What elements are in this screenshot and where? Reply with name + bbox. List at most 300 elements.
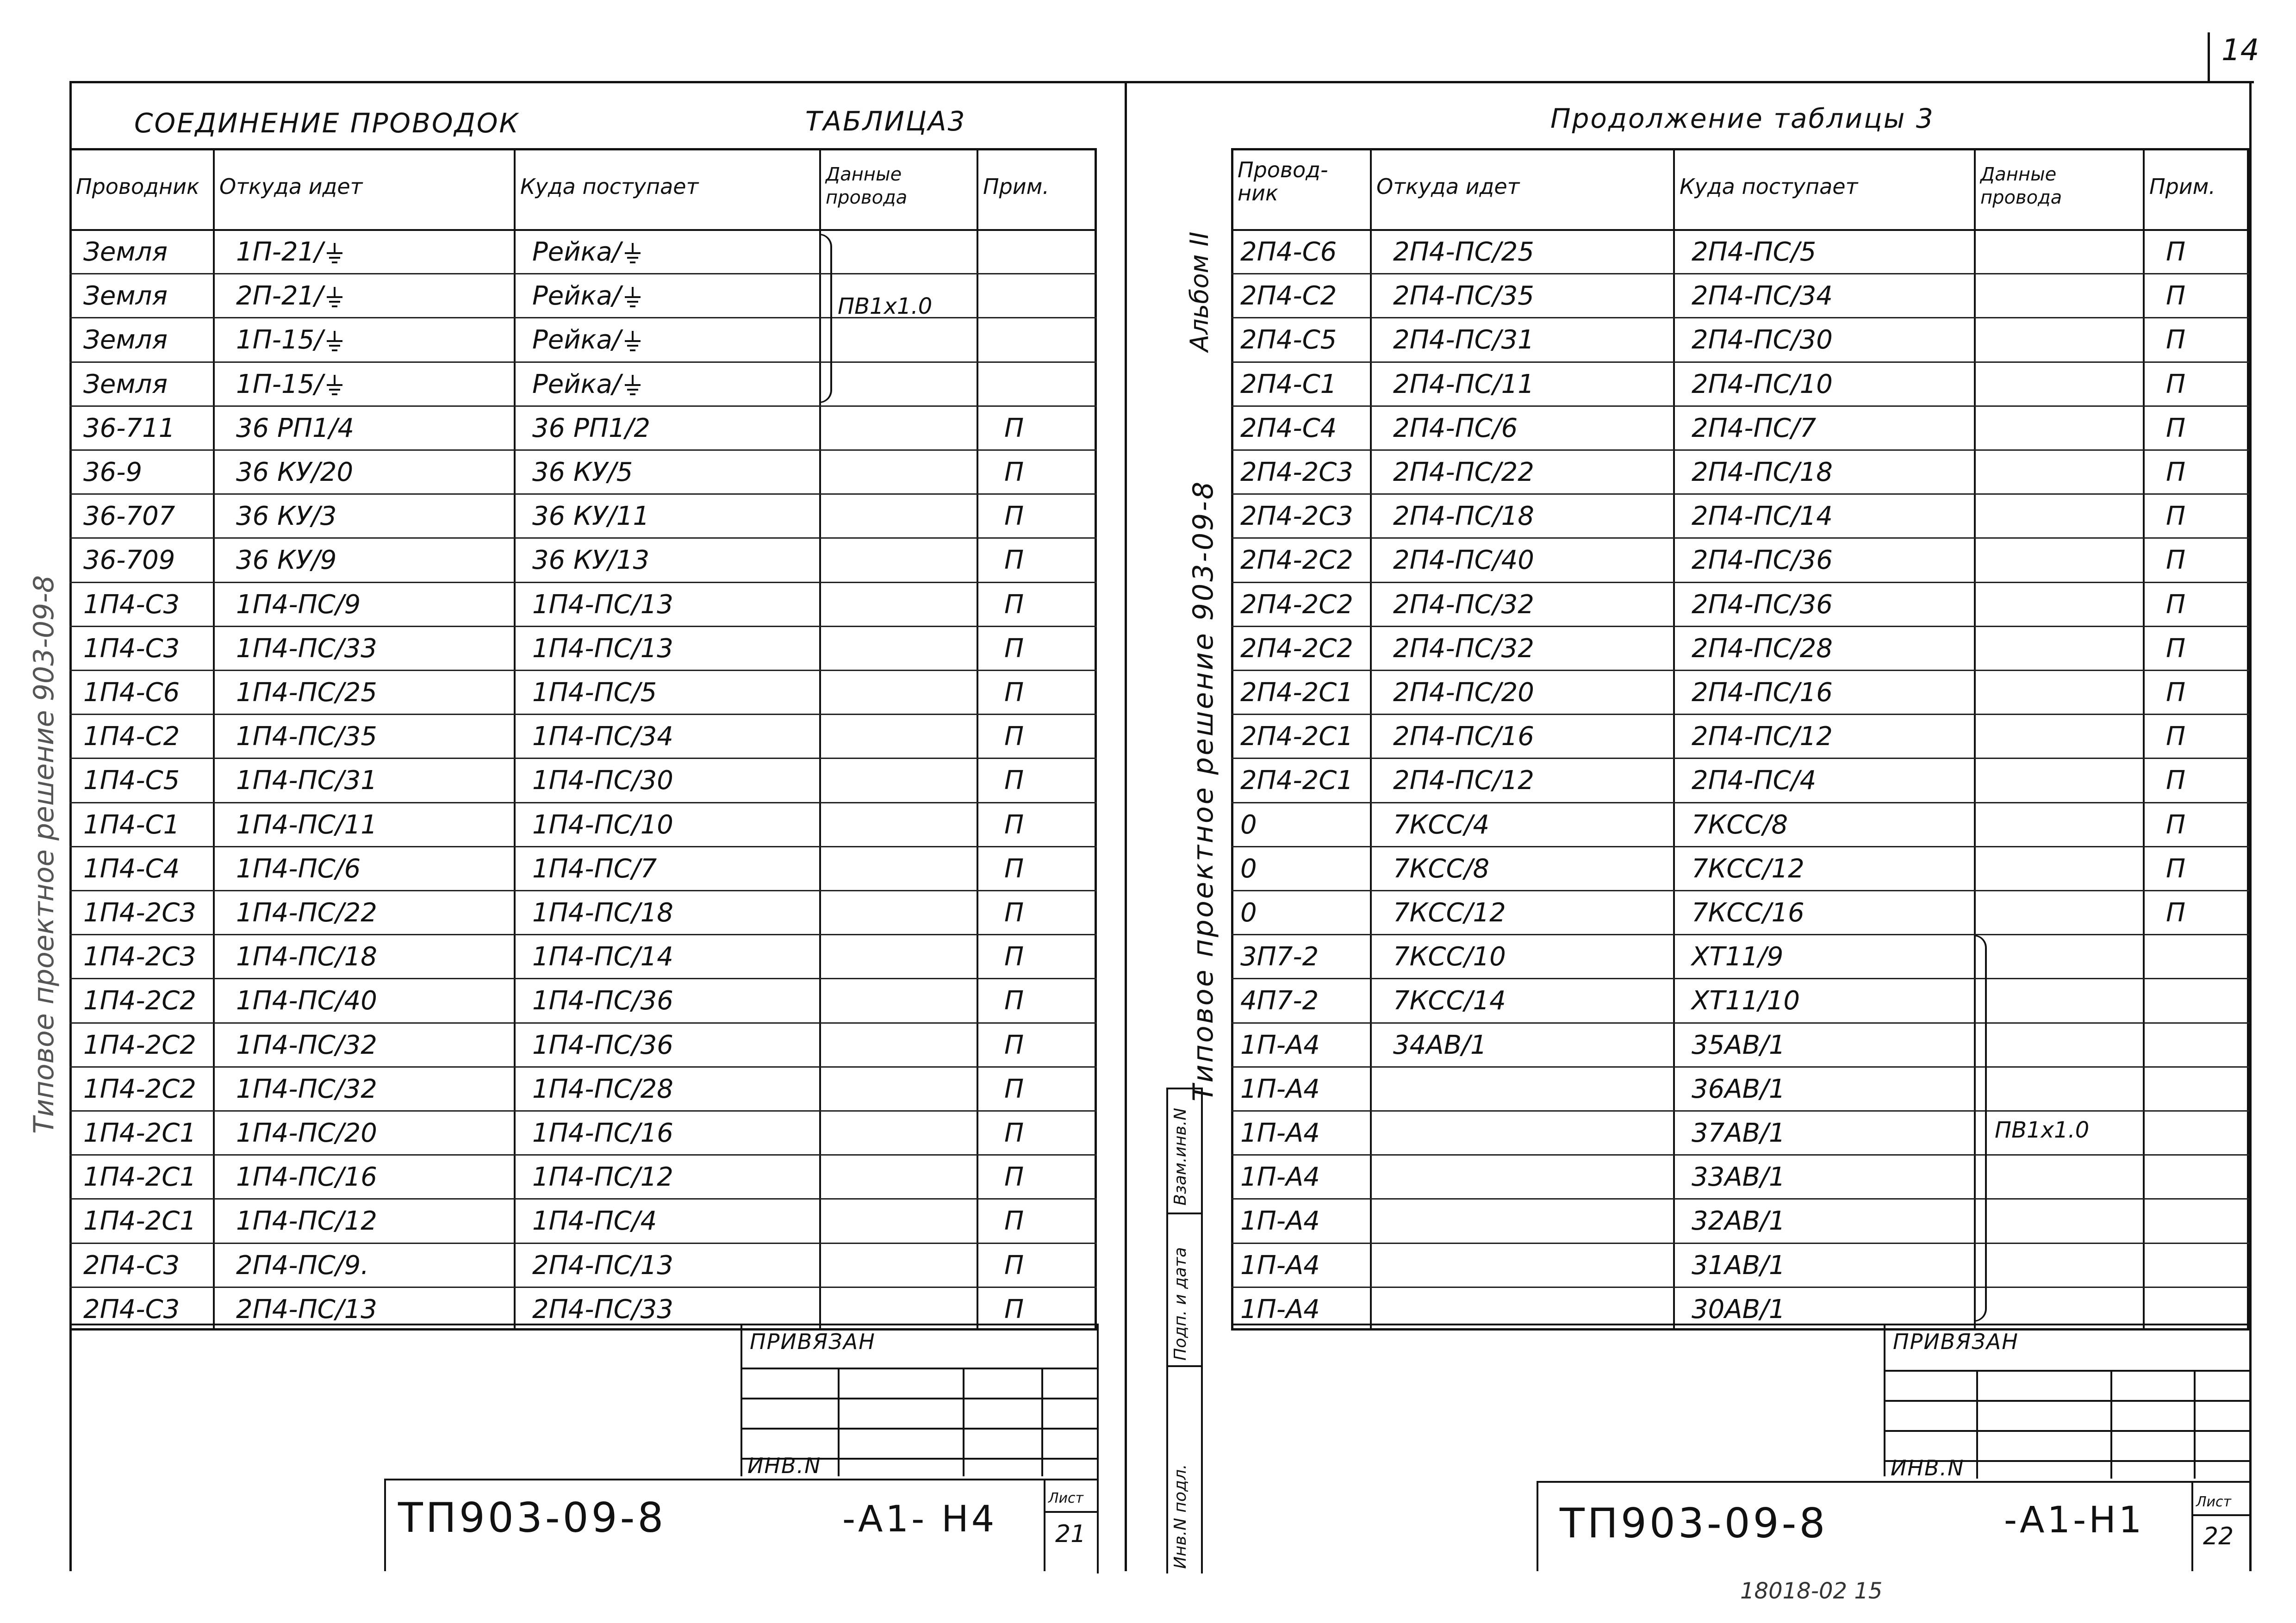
left-table-cell: 1П4-ПС/25 bbox=[236, 678, 377, 708]
r-title-top-line bbox=[1537, 1481, 2249, 1483]
left-header-cell: Данные провода bbox=[826, 164, 908, 208]
right-col-line bbox=[2143, 148, 2145, 1331]
right-table-cell: П bbox=[2166, 853, 2186, 884]
right-table-cell: П bbox=[2166, 457, 2186, 487]
right-table-cell: 2П4-2С2 bbox=[1240, 633, 1353, 664]
right-table-cell: П bbox=[2166, 501, 2186, 532]
right-row-line bbox=[1231, 1022, 2249, 1024]
left-row-line bbox=[69, 317, 1097, 318]
right-table-cell: ХТ11/9 bbox=[1692, 942, 1784, 972]
margin-col-left bbox=[1166, 1088, 1168, 1573]
album-label: Альбом II bbox=[1185, 231, 1214, 352]
title-left-line bbox=[384, 1479, 386, 1571]
left-table-cell: 1П4-С2 bbox=[83, 721, 180, 752]
left-table-cell: 1П4-ПС/5 bbox=[532, 678, 657, 708]
left-table-cell: 1П4-ПС/33 bbox=[236, 633, 377, 664]
right-table-cell: 30АВ/1 bbox=[1692, 1294, 1786, 1325]
right-header-line bbox=[1231, 229, 2249, 231]
left-row-line bbox=[69, 802, 1097, 803]
left-table-cell: П bbox=[1004, 1074, 1024, 1104]
left-table-cell: 1П4-С4 bbox=[83, 853, 180, 884]
left-table-cell: 1П4-ПС/6 bbox=[236, 853, 361, 884]
right-table-cell: П bbox=[2166, 413, 2186, 443]
left-table-cell: 36 КУ/11 bbox=[532, 501, 650, 532]
ground-symbol-icon bbox=[327, 375, 342, 396]
left-table-cell: 1П4-ПС/9 bbox=[236, 589, 361, 620]
left-row-line bbox=[69, 670, 1097, 671]
stamp-inner-v3 bbox=[1041, 1368, 1043, 1476]
left-table-cell: П bbox=[1004, 942, 1024, 972]
right-table-cell: 2П4-ПС/18 bbox=[1692, 457, 1833, 487]
right-table-cell: 1П-А4 bbox=[1240, 1118, 1320, 1148]
right-table-cell: 31АВ/1 bbox=[1692, 1250, 1786, 1281]
ground-symbol-icon bbox=[327, 243, 342, 264]
margin-col-right bbox=[1201, 1088, 1203, 1573]
right-header-cell: Провод-ник bbox=[1238, 157, 1328, 205]
left-table-cell: П bbox=[1004, 765, 1024, 796]
left-table-cell: Рейка/ bbox=[532, 282, 641, 310]
left-col-line bbox=[514, 148, 516, 1331]
right-table-cell: 7КСС/8 bbox=[1393, 853, 1490, 884]
left-table-cell: 1П4-С6 bbox=[83, 678, 180, 708]
left-table-cell: 1П4-ПС/22 bbox=[236, 898, 377, 928]
left-table-cell: 1П4-С3 bbox=[83, 633, 180, 664]
right-table-cell: 2П4-ПС/4 bbox=[1692, 765, 1817, 796]
right-row-line bbox=[1231, 714, 2249, 715]
left-row-line bbox=[69, 1022, 1097, 1024]
left-row-line bbox=[69, 1110, 1097, 1112]
right-row-line bbox=[1231, 1287, 2249, 1288]
left-table-cell: 1П4-2С2 bbox=[83, 1074, 196, 1104]
left-table-cell: Земля bbox=[83, 281, 168, 311]
left-table-cell: П bbox=[1004, 721, 1024, 752]
left-table-cell: 1П4-С3 bbox=[83, 589, 180, 620]
left-table-cell: 36-709 bbox=[83, 545, 175, 576]
right-table-cell: 1П-А4 bbox=[1240, 1162, 1320, 1193]
right-row-line bbox=[1231, 1154, 2249, 1156]
stamp-vline-1 bbox=[740, 1324, 742, 1476]
right-table-cell: 2П4-ПС/36 bbox=[1692, 589, 1833, 620]
stamp-inner-v2 bbox=[963, 1368, 964, 1476]
left-row-line bbox=[69, 1198, 1097, 1200]
left-table-cell: П bbox=[1004, 413, 1024, 443]
left-table-cell: 1П4-ПС/7 bbox=[532, 853, 657, 884]
left-table-cell: Рейка/ bbox=[532, 238, 641, 266]
left-table-cell: 36-707 bbox=[83, 501, 175, 532]
right-row-line bbox=[1231, 1243, 2249, 1244]
right-table-cell: 2П4-ПС/32 bbox=[1393, 589, 1534, 620]
r-title-left-line bbox=[1537, 1481, 1538, 1571]
left-row-line bbox=[69, 934, 1097, 935]
right-table-cell: 2П4-ПС/10 bbox=[1692, 369, 1833, 399]
left-table-cell: 1П4-ПС/20 bbox=[236, 1118, 377, 1148]
left-table-cell: 1П4-ПС/11 bbox=[236, 809, 377, 840]
left-wire-brace-label: ПВ1х1.0 bbox=[838, 293, 933, 319]
right-table-cell: 2П4-С6 bbox=[1240, 237, 1337, 267]
left-table-cell: П bbox=[1004, 1118, 1024, 1148]
left-table-cell: 36 РП1/4 bbox=[236, 413, 355, 443]
left-table-cell: 1П4-ПС/16 bbox=[532, 1118, 673, 1148]
left-table-cell: 1П4-ПС/13 bbox=[532, 633, 673, 664]
left-table-cell: 1П-21/ bbox=[236, 238, 342, 266]
right-table-cell: 0 bbox=[1240, 853, 1257, 884]
left-header-cell: Откуда идет bbox=[219, 174, 363, 199]
left-row-line bbox=[69, 890, 1097, 891]
left-table-cell: 1П4-ПС/13 bbox=[532, 589, 673, 620]
left-header-cell: Куда поступает bbox=[520, 174, 699, 199]
right-sheet-code: -А1-Н1 bbox=[2004, 1499, 2145, 1541]
right-table-cell: 7КСС/14 bbox=[1393, 986, 1506, 1016]
left-table-cell: 36 КУ/3 bbox=[236, 501, 337, 532]
right-row-line bbox=[1231, 978, 2249, 979]
right-table-cell: 36АВ/1 bbox=[1692, 1074, 1786, 1104]
right-table-cell: 0 bbox=[1240, 898, 1257, 928]
left-table-cell: П bbox=[1004, 633, 1024, 664]
left-table-cell: 1П4-ПС/32 bbox=[236, 1074, 377, 1104]
margin-col-top bbox=[1166, 1088, 1201, 1089]
right-table-cell: 2П4-С5 bbox=[1240, 325, 1337, 355]
stamp-top-line bbox=[69, 1324, 1097, 1325]
left-row-line bbox=[69, 273, 1097, 274]
left-table-cell: 2П4-С3 bbox=[83, 1250, 180, 1281]
left-row-line bbox=[69, 1243, 1097, 1244]
right-table-cell: 2П4-ПС/20 bbox=[1393, 678, 1534, 708]
right-table-cell: 2П4-ПС/28 bbox=[1692, 633, 1833, 664]
left-header-cell: Проводник bbox=[76, 174, 199, 199]
left-row-line bbox=[69, 978, 1097, 979]
left-row-line bbox=[69, 405, 1097, 407]
right-table-cell: 1П-А4 bbox=[1240, 1206, 1320, 1237]
right-table-cell: 2П4-ПС/25 bbox=[1393, 237, 1534, 267]
left-table-cell: 36 КУ/20 bbox=[236, 457, 354, 487]
stamp-vline-2 bbox=[1097, 1324, 1099, 1573]
right-table-cell: П bbox=[2166, 281, 2186, 311]
margin-split-2 bbox=[1166, 1365, 1201, 1367]
right-table-cell: 2П4-ПС/18 bbox=[1393, 501, 1534, 532]
left-table-cell: 1П4-ПС/40 bbox=[236, 986, 377, 1016]
right-table-cell: 2П4-С1 bbox=[1240, 369, 1337, 399]
left-table-cell: 2П4-ПС/9. bbox=[236, 1250, 369, 1281]
left-table-cell: 1П4-ПС/18 bbox=[532, 898, 673, 928]
left-sheet-label: Лист bbox=[1048, 1490, 1084, 1506]
right-table-cell: 2П4-2С1 bbox=[1240, 678, 1353, 708]
right-table-cell: 7КСС/12 bbox=[1393, 898, 1506, 928]
left-table-cell: П bbox=[1004, 1162, 1024, 1193]
left-row-line bbox=[69, 626, 1097, 627]
right-table-cell: 37АВ/1 bbox=[1692, 1118, 1786, 1148]
left-table-cell: 1П4-ПС/31 bbox=[236, 765, 377, 796]
stamp-inv-label: ИНВ.N bbox=[747, 1453, 821, 1478]
right-row-line bbox=[1231, 670, 2249, 671]
right-row-line bbox=[1231, 449, 2249, 451]
left-table-cell: П bbox=[1004, 678, 1024, 708]
left-table-cell: 1П4-ПС/35 bbox=[236, 721, 377, 752]
left-title: СОЕДИНЕНИЕ ПРОВОДОК bbox=[134, 107, 520, 139]
left-table-cell: 1П4-ПС/32 bbox=[236, 1030, 377, 1060]
left-table-cell: 36-9 bbox=[83, 457, 143, 487]
right-table-cell: 4П7-2 bbox=[1240, 986, 1319, 1016]
left-table-cell: 1П4-ПС/12 bbox=[532, 1162, 673, 1193]
left-table-cell: Земля bbox=[83, 325, 168, 355]
left-table-cell: 1П4-ПС/16 bbox=[236, 1162, 377, 1193]
right-row-line bbox=[1231, 934, 2249, 935]
right-table-cell: 2П4-ПС/7 bbox=[1692, 413, 1817, 443]
left-row-line bbox=[69, 846, 1097, 847]
r-stamp-inner-v1 bbox=[1976, 1370, 1978, 1479]
footer-number: 18018-02 15 bbox=[1740, 1578, 1883, 1604]
stamp-bound-label: ПРИВЯЗАН bbox=[750, 1329, 876, 1354]
right-table-cell: П bbox=[2166, 721, 2186, 752]
left-table-cell: П bbox=[1004, 501, 1024, 532]
right-table-cell: 35АВ/1 bbox=[1692, 1030, 1786, 1060]
right-table-cell: 2П4-ПС/6 bbox=[1393, 413, 1518, 443]
right-table-cell: П bbox=[2166, 633, 2186, 664]
center-divider bbox=[1125, 81, 1127, 1571]
right-table-cell: 7КСС/16 bbox=[1692, 898, 1804, 928]
left-doc-code: ТП903-09-8 bbox=[398, 1494, 666, 1542]
right-table-cell: П bbox=[2166, 809, 2186, 840]
right-table-cell: ХТ11/10 bbox=[1692, 986, 1800, 1016]
right-table-cell: 1П-А4 bbox=[1240, 1294, 1320, 1325]
right-table-cell: 2П4-ПС/16 bbox=[1692, 678, 1833, 708]
stamp-line-c bbox=[740, 1428, 1097, 1430]
left-table-cell: 1П4-2С1 bbox=[83, 1206, 196, 1237]
left-table-cell: П bbox=[1004, 1250, 1024, 1281]
left-header-line bbox=[69, 229, 1097, 231]
right-doc-code: ТП903-09-8 bbox=[1560, 1499, 1828, 1547]
left-table-cell: П bbox=[1004, 589, 1024, 620]
stamp-inner-v1 bbox=[838, 1368, 840, 1476]
right-row-line bbox=[1231, 890, 2249, 891]
right-table-cell: 33АВ/1 bbox=[1692, 1162, 1786, 1193]
right-table-cell: 2П4-ПС/5 bbox=[1692, 237, 1817, 267]
ground-symbol-icon bbox=[327, 287, 342, 308]
r-stamp-inner-v2 bbox=[2110, 1370, 2112, 1479]
right-table-cell: 2П4-ПС/14 bbox=[1692, 501, 1833, 532]
margin-split-1 bbox=[1166, 1213, 1201, 1214]
right-table-cell: 2П4-ПС/30 bbox=[1692, 325, 1833, 355]
right-row-line bbox=[1231, 626, 2249, 627]
right-table-cell: 2П4-ПС/11 bbox=[1393, 369, 1534, 399]
right-table-cell: 1П-А4 bbox=[1240, 1250, 1320, 1281]
right-border bbox=[2249, 81, 2252, 1571]
left-table-cell: 1П4-ПС/34 bbox=[532, 721, 673, 752]
left-row-line bbox=[69, 361, 1097, 363]
right-table-cell: П bbox=[2166, 589, 2186, 620]
right-table-cell: П bbox=[2166, 765, 2186, 796]
right-header-cell: Данные провода bbox=[1980, 164, 2062, 208]
right-table-cell: П bbox=[2166, 678, 2186, 708]
stamp-line-a bbox=[740, 1368, 1097, 1369]
left-row-line bbox=[69, 537, 1097, 539]
inv-orig-label: Инв.N подл. bbox=[1171, 1464, 1190, 1569]
left-row-line bbox=[69, 582, 1097, 583]
right-col-line bbox=[1370, 148, 1372, 1331]
right-table-cell: 2П4-ПС/22 bbox=[1393, 457, 1534, 487]
sheet-box-line bbox=[1044, 1479, 1045, 1571]
right-row-line bbox=[1231, 493, 2249, 495]
right-table-cell: 2П4-ПС/31 bbox=[1393, 325, 1534, 355]
right-row-line bbox=[1231, 361, 2249, 363]
left-table-cell: П bbox=[1004, 1206, 1024, 1237]
r-sheet-box-line bbox=[2191, 1481, 2193, 1571]
left-table-cell: 1П4-С5 bbox=[83, 765, 180, 796]
left-table-cell: 1П-15/ bbox=[236, 371, 342, 398]
left-table-cell: 1П4-ПС/4 bbox=[532, 1206, 657, 1237]
right-table-cell: 2П4-2С3 bbox=[1240, 501, 1353, 532]
right-row-line bbox=[1231, 1066, 2249, 1068]
right-row-line bbox=[1231, 1198, 2249, 1200]
right-table-cell: 7КСС/4 bbox=[1393, 809, 1490, 840]
left-table-cell: Земля bbox=[83, 237, 168, 267]
right-table-cell: 7КСС/10 bbox=[1393, 942, 1506, 972]
left-table-cell: П bbox=[1004, 1294, 1024, 1325]
right-table-cell: 2П4-ПС/35 bbox=[1393, 281, 1534, 311]
right-wire-brace bbox=[1974, 935, 1987, 1322]
left-table-cell: П bbox=[1004, 853, 1024, 884]
r-stamp-bound-label: ПРИВЯЗАН bbox=[1893, 1329, 2019, 1354]
left-sheet-code: -А1- Н4 bbox=[842, 1499, 997, 1540]
left-table-cell: П bbox=[1004, 1030, 1024, 1060]
right-wire-brace-label: ПВ1х1.0 bbox=[1995, 1117, 2090, 1143]
left-table-cell: 2П4-ПС/33 bbox=[532, 1294, 673, 1325]
right-row-line bbox=[1231, 273, 2249, 274]
left-row-line bbox=[69, 1066, 1097, 1068]
right-table-cell: 2П4-ПС/12 bbox=[1393, 765, 1534, 796]
right-col-line bbox=[1673, 148, 1675, 1331]
sign-date-label: Подп. и дата bbox=[1171, 1247, 1190, 1361]
left-table-cell: 2П4-С3 bbox=[83, 1294, 180, 1325]
left-table-cell: П bbox=[1004, 545, 1024, 576]
right-table-cell: 32АВ/1 bbox=[1692, 1206, 1786, 1237]
left-sheet-number: 21 bbox=[1055, 1520, 1086, 1548]
ground-symbol-icon bbox=[625, 331, 641, 352]
left-row-line bbox=[69, 449, 1097, 451]
left-table-cell: Рейка/ bbox=[532, 371, 641, 398]
right-sheet-number: 22 bbox=[2203, 1523, 2234, 1550]
left-header-cell: Прим. bbox=[983, 174, 1050, 199]
left-table-label: ТАБЛИЦА3 bbox=[805, 106, 966, 137]
page-number-rule bbox=[2208, 32, 2210, 83]
left-table-cell: П bbox=[1004, 898, 1024, 928]
right-table-cell: 2П4-2С1 bbox=[1240, 765, 1353, 796]
left-table-cell: 1П4-ПС/12 bbox=[236, 1206, 377, 1237]
right-table-cell: 1П-А4 bbox=[1240, 1074, 1320, 1104]
left-row-line bbox=[69, 1287, 1097, 1288]
left-table-cell: 36 РП1/2 bbox=[532, 413, 651, 443]
right-header-cell: Прим. bbox=[2149, 174, 2216, 199]
right-table-cell: 2П4-ПС/36 bbox=[1692, 545, 1833, 576]
ground-symbol-icon bbox=[625, 287, 641, 308]
right-row-line bbox=[1231, 317, 2249, 318]
left-row-line bbox=[69, 758, 1097, 759]
left-table-cell: 36 КУ/5 bbox=[532, 457, 633, 487]
right-table-cell: П bbox=[2166, 369, 2186, 399]
right-table-cell: 2П4-С4 bbox=[1240, 413, 1337, 443]
left-table-cell: 1П4-2С3 bbox=[83, 898, 196, 928]
ground-symbol-icon bbox=[327, 331, 342, 352]
left-table-cell: 36-711 bbox=[83, 413, 175, 443]
left-table-cell: Рейка/ bbox=[532, 326, 641, 354]
right-table-cell: 2П4-2С3 bbox=[1240, 457, 1353, 487]
ground-symbol-icon bbox=[625, 243, 641, 264]
left-row-line bbox=[69, 1154, 1097, 1156]
right-row-line bbox=[1231, 846, 2249, 847]
r-stamp-inner-v3 bbox=[2194, 1370, 2196, 1479]
right-table-cell: 7КСС/12 bbox=[1692, 853, 1804, 884]
left-col-line bbox=[977, 148, 978, 1331]
left-table-cell: П bbox=[1004, 809, 1024, 840]
title-top-line bbox=[384, 1479, 1097, 1480]
left-table-cell: 1П4-2С1 bbox=[83, 1118, 196, 1148]
left-margin-text: Типовое проектное решение 903-09-8 bbox=[28, 575, 60, 1134]
right-title: Продолжение таблицы 3 bbox=[1550, 103, 1935, 134]
left-table-cell: Земля bbox=[83, 369, 168, 399]
left-table-cell: 1П4-ПС/28 bbox=[532, 1074, 673, 1104]
left-table-cell: 2П-21/ bbox=[236, 282, 342, 310]
right-table-cell: 2П4-ПС/16 bbox=[1393, 721, 1534, 752]
stamp-line-b bbox=[740, 1398, 1097, 1399]
right-table-cell: 2П4-ПС/40 bbox=[1393, 545, 1534, 576]
right-header-cell: Куда поступает bbox=[1680, 174, 1858, 199]
right-table-cell: 2П4-2С2 bbox=[1240, 545, 1353, 576]
left-table-cell: 1П4-ПС/36 bbox=[532, 1030, 673, 1060]
right-row-line bbox=[1231, 582, 2249, 583]
left-row-line bbox=[69, 714, 1097, 715]
right-table-cell: П bbox=[2166, 237, 2186, 267]
left-table-cell: 1П4-2С2 bbox=[83, 1030, 196, 1060]
right-row-line bbox=[1231, 758, 2249, 759]
right-table-cell: 1П-А4 bbox=[1240, 1030, 1320, 1060]
left-table-cell: 1П4-ПС/14 bbox=[532, 942, 673, 972]
right-row-line bbox=[1231, 405, 2249, 407]
left-table-cell: 1П4-2С2 bbox=[83, 986, 196, 1016]
left-table-cell: 36 КУ/9 bbox=[236, 545, 337, 576]
r-stamp-inv-label: ИНВ.N bbox=[1891, 1455, 1965, 1480]
right-table-cell: 34АВ/1 bbox=[1393, 1030, 1487, 1060]
project-label: Типовое проектное решение 903-09-8 bbox=[1187, 479, 1220, 1101]
left-table-cell: 1П4-ПС/36 bbox=[532, 986, 673, 1016]
right-table-cell: 2П4-2С2 bbox=[1240, 589, 1353, 620]
top-border bbox=[69, 81, 2254, 83]
right-table-cell: 2П4-ПС/32 bbox=[1393, 633, 1534, 664]
right-table-cell: 7КСС/8 bbox=[1692, 809, 1788, 840]
left-row-line bbox=[69, 493, 1097, 495]
page-number: 14 bbox=[2221, 33, 2259, 68]
right-table-cell: П bbox=[2166, 898, 2186, 928]
right-table-cell: П bbox=[2166, 325, 2186, 355]
right-table-cell: П bbox=[2166, 545, 2186, 576]
left-table-cell: 1П4-2С1 bbox=[83, 1162, 196, 1193]
left-table-cell: 1П4-ПС/10 bbox=[532, 809, 673, 840]
left-table-cell: 2П4-ПС/13 bbox=[532, 1250, 673, 1281]
right-table-cell: 2П4-ПС/12 bbox=[1692, 721, 1833, 752]
right-table-cell: 2П4-ПС/34 bbox=[1692, 281, 1833, 311]
left-table-cell: 1П4-С1 bbox=[83, 809, 180, 840]
right-row-line bbox=[1231, 1110, 2249, 1112]
right-header-cell: Откуда идет bbox=[1376, 174, 1520, 199]
left-table-cell: П bbox=[1004, 457, 1024, 487]
left-table-cell: 2П4-ПС/13 bbox=[236, 1294, 377, 1325]
left-table-cell: 1П-15/ bbox=[236, 326, 342, 354]
ground-symbol-icon bbox=[625, 375, 641, 396]
left-wire-brace bbox=[819, 234, 832, 403]
right-sheet-label: Лист bbox=[2196, 1494, 2232, 1510]
left-table-cell: П bbox=[1004, 986, 1024, 1016]
right-table-cell: 2П4-2С1 bbox=[1240, 721, 1353, 752]
right-table-cell: 2П4-С2 bbox=[1240, 281, 1337, 311]
right-table-cell: 3П7-2 bbox=[1240, 942, 1319, 972]
